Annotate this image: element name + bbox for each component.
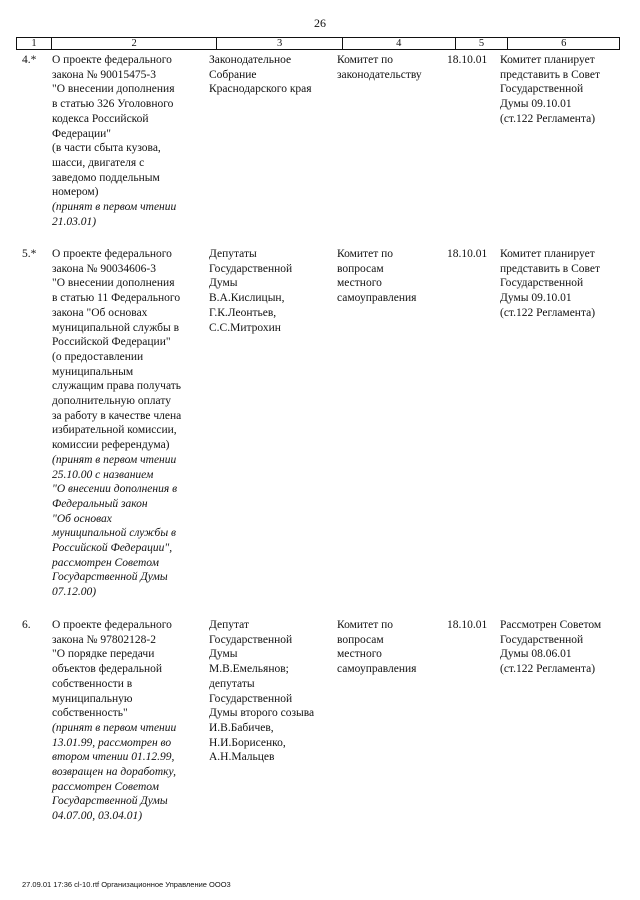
status-line: Государственной: [500, 83, 584, 96]
committee-cell: [337, 618, 449, 677]
status-line: Думы 08.06.01: [500, 648, 572, 661]
committee-line: самоуправления: [337, 292, 417, 305]
note-line: рассмотрен Советом: [52, 556, 159, 569]
note-line: (принят в первом чтении: [52, 721, 177, 734]
committee-line: Комитет по: [337, 54, 393, 66]
note-line: 21.03.01): [52, 215, 97, 228]
author-line: Думы: [209, 277, 238, 290]
page-number: 26: [314, 16, 326, 30]
author-line: Г.К.Леонтьев,: [209, 306, 277, 319]
committee-line: Комитет по: [337, 248, 393, 260]
status-line: Думы 09.10.01: [500, 98, 572, 111]
title-line: комиссии референдума): [52, 439, 170, 452]
column-header-4: 4: [343, 38, 456, 49]
author-line: М.В.Емельянов;: [209, 663, 289, 676]
note-line: 07.12.00): [52, 586, 97, 599]
author-line: депутаты: [209, 677, 255, 690]
title-line: за работу в качестве члена: [52, 409, 182, 422]
note-line: возвращен на доработку,: [52, 766, 176, 779]
note-line: Федеральный закон: [52, 497, 148, 510]
status-line: Государственной: [500, 633, 584, 646]
status-line: Комитет планирует: [500, 248, 595, 260]
status-line: (ст.122 Регламента): [500, 112, 596, 125]
author-line: И.В.Бабичев,: [209, 721, 274, 734]
page-footer: 27.09.01 17:36 cl-10.rtf Организационное Управление ООО3: [22, 880, 231, 889]
title-line: дополнительную оплату: [52, 395, 171, 408]
note-line: 04.07.00, 03.04.01): [52, 810, 143, 823]
bill-title-cell: [52, 618, 218, 824]
author-line: В.А.Кислицын,: [209, 292, 285, 305]
note-line: Государственной Думы: [52, 571, 168, 584]
title-line: номером): [52, 186, 99, 199]
author-cell: [209, 247, 337, 335]
column-header-1: 1: [17, 38, 52, 49]
note-line: втором чтении 01.12.99,: [52, 751, 175, 764]
row-number: 4.*: [22, 54, 37, 66]
note-line: Российской Федерации",: [52, 542, 173, 555]
author-line: Собрание: [209, 68, 257, 81]
note-line: "Об основах: [52, 512, 112, 525]
committee-line: законодательству: [337, 68, 422, 81]
committee-cell: [337, 247, 449, 306]
committee-line: местного: [337, 277, 382, 290]
date-cell: 18.10.01: [447, 54, 488, 66]
note-line: муниципальной службы в: [52, 527, 176, 540]
author-line: С.С.Митрохин: [209, 321, 281, 334]
title-line: избирательной комиссии,: [52, 424, 177, 437]
title-line: "О порядке передачи: [52, 648, 155, 661]
status-line: представить в Совет: [500, 262, 601, 275]
title-line: заведомо поддельным: [52, 171, 160, 184]
title-line: собственности в: [52, 677, 133, 690]
bill-title-cell: [52, 247, 218, 600]
author-line: Государственной: [209, 692, 293, 705]
column-header-5: 5: [456, 38, 509, 49]
note-line: (принят в первом чтении: [52, 453, 177, 466]
title-line: О проекте федерального: [52, 54, 172, 66]
title-line: закона № 90034606-3: [52, 262, 156, 275]
row-number: 6.: [22, 619, 31, 631]
title-line: (о предоставлении: [52, 350, 144, 363]
title-line: муниципальной службы в: [52, 321, 180, 334]
author-cell: [209, 618, 337, 765]
column-header-6: 6: [561, 38, 567, 49]
status-line: (ст.122 Регламента): [500, 306, 596, 319]
title-line: в статью 11 Федерального: [52, 292, 181, 305]
column-header-3: 3: [217, 38, 343, 49]
status-cell: [500, 247, 620, 321]
committee-line: самоуправления: [337, 663, 417, 676]
author-line: Государственной: [209, 262, 293, 275]
title-line: закона № 97802128-2: [52, 633, 156, 646]
title-line: О проекте федерального: [52, 619, 172, 631]
column-header-row: [16, 37, 620, 50]
status-line: Рассмотрен Советом: [500, 619, 602, 631]
title-line: закона № 90015475-3: [52, 68, 156, 81]
title-line: "О внесении дополнения: [52, 277, 175, 290]
author-line: Государственной: [209, 633, 293, 646]
status-cell: [500, 618, 620, 677]
status-line: представить в Совет: [500, 68, 601, 81]
title-line: (в части сбыта кузова,: [52, 142, 161, 155]
author-line: Депутат: [209, 619, 249, 631]
column-header-2: 2: [52, 38, 217, 49]
note-line: (принят в первом чтении: [52, 201, 177, 214]
status-line: Государственной: [500, 277, 584, 290]
committee-line: вопросам: [337, 633, 384, 646]
title-line: муниципальную: [52, 692, 133, 705]
author-line: А.Н.Мальцев: [209, 751, 275, 764]
title-line: собственность": [52, 707, 128, 720]
author-line: Краснодарского края: [209, 83, 312, 96]
title-line: кодекса Российской: [52, 112, 149, 125]
status-line: Комитет планирует: [500, 54, 595, 66]
title-line: муниципальным: [52, 365, 134, 378]
note-line: 25.10.00 с названием: [52, 468, 154, 481]
author-line: Депутаты: [209, 248, 257, 260]
status-line: Думы 09.10.01: [500, 292, 572, 305]
author-line: Законодательное: [209, 54, 292, 66]
bill-title-cell: [52, 53, 218, 229]
author-line: Думы второго созыва: [209, 707, 315, 720]
title-line: закона "Об основах: [52, 306, 148, 319]
title-line: служащим права получать: [52, 380, 182, 393]
title-line: Российской Федерации": [52, 336, 171, 349]
committee-line: Комитет по: [337, 619, 393, 631]
title-line: "О внесении дополнения: [52, 83, 175, 96]
note-line: рассмотрен Советом: [52, 780, 159, 793]
row-number: 5.*: [22, 248, 37, 260]
author-line: Н.И.Борисенко,: [209, 736, 286, 749]
note-line: Государственной Думы: [52, 795, 168, 808]
title-line: Федерации": [52, 127, 112, 140]
committee-line: вопросам: [337, 262, 384, 275]
committee-cell: [337, 53, 449, 82]
author-cell: [209, 53, 337, 97]
title-line: в статью 326 Уголовного: [52, 98, 174, 111]
title-line: О проекте федерального: [52, 248, 172, 260]
status-cell: [500, 53, 620, 127]
date-cell: 18.10.01: [447, 248, 488, 260]
date-cell: 18.10.01: [447, 619, 488, 631]
note-line: "О внесении дополнения в: [52, 483, 178, 496]
title-line: объектов федеральной: [52, 663, 163, 676]
title-line: шасси, двигателя с: [52, 156, 145, 169]
committee-line: местного: [337, 648, 382, 661]
note-line: 13.01.99, рассмотрен во: [52, 736, 172, 749]
author-line: Думы: [209, 648, 238, 661]
status-line: (ст.122 Регламента): [500, 663, 596, 676]
